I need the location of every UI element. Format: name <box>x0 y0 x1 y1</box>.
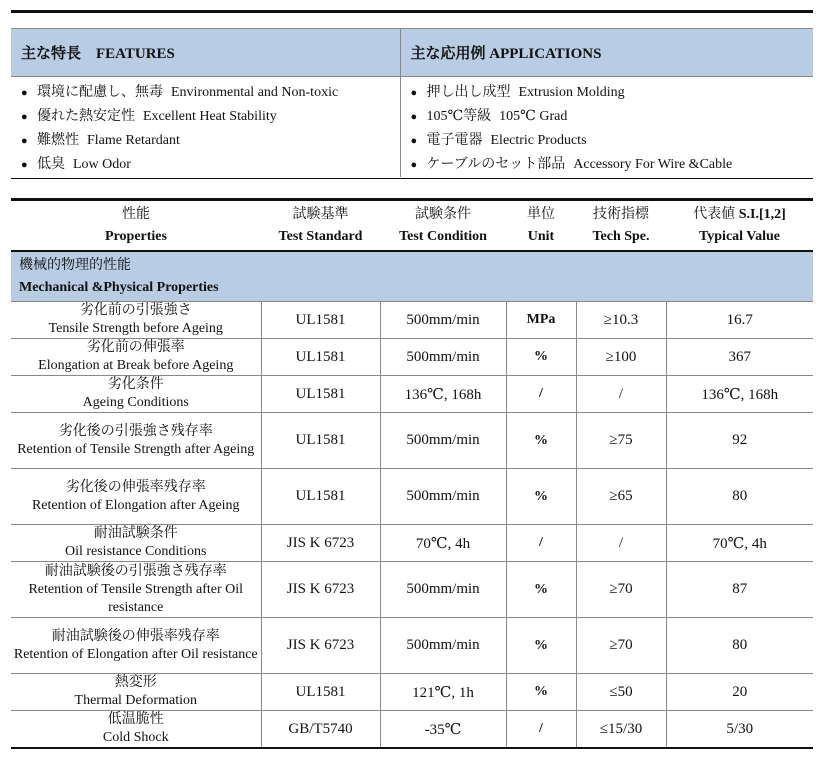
property-en: Retention of Elongation after Ageing <box>31 497 240 513</box>
feature-item <box>21 105 400 129</box>
cell-spec: ≥100 <box>576 339 666 376</box>
property-en: Retention of Tensile Strength after Oil resistance <box>28 581 244 615</box>
cell-standard: UL1581 <box>261 469 380 525</box>
cell-unit: % <box>506 413 576 469</box>
cell-condition: -35℃ <box>380 711 506 749</box>
cell-condition: 136℃, 168h <box>380 376 506 413</box>
property-ja: 劣化前の引張強さ <box>79 303 192 318</box>
cell-standard: JIS K 6723 <box>261 525 380 562</box>
bullet-icon: ● <box>410 159 418 171</box>
cell-condition: 500mm/min <box>380 562 506 618</box>
application-ja: 105℃等級 <box>426 109 492 124</box>
feature-ja: 優れた熱安定性 <box>37 109 135 124</box>
property-en: Retention of Elongation after Oil resistance <box>13 646 258 662</box>
cell-unit: % <box>506 562 576 618</box>
applications-list <box>411 81 814 177</box>
application-en: Accessory For Wire &Cable <box>573 157 733 172</box>
feature-en: Excellent Heat Stability <box>143 109 277 124</box>
cell-condition: 500mm/min <box>380 302 506 339</box>
cell-unit: / <box>506 376 576 413</box>
cell-unit: / <box>506 525 576 562</box>
table-row <box>11 525 813 562</box>
feature-item <box>21 81 400 105</box>
cell-property <box>11 469 261 525</box>
col-header-standard: 試験基準 Test Standard <box>261 200 380 252</box>
table-row <box>11 376 813 413</box>
property-ja: 低温脆性 <box>107 712 164 727</box>
application-en: 105℃ Grad <box>499 109 568 124</box>
property-ja: 劣化後の伸張率残存率 <box>65 479 206 495</box>
cell-standard: UL1581 <box>261 413 380 469</box>
col-header-unit: 単位 Unit <box>506 200 576 252</box>
bullet-icon: ● <box>410 87 418 99</box>
cell-unit: % <box>506 339 576 376</box>
cell-typical-value: 16.7 <box>666 302 813 339</box>
table-header-row <box>11 200 813 252</box>
cell-standard: UL1581 <box>261 302 380 339</box>
property-ja: 劣化前の伸張率 <box>86 340 185 355</box>
cell-typical-value: 70℃, 4h <box>666 525 813 562</box>
bullet-icon: ● <box>21 159 28 171</box>
features-header: 主な特長 FEATURES <box>11 29 400 77</box>
application-item <box>411 129 814 153</box>
table-body <box>11 302 813 749</box>
cell-condition: 121℃, 1h <box>380 674 506 711</box>
cell-typical-value: 367 <box>666 339 813 376</box>
col-header-condition: 試験条件 Test Condition <box>380 200 506 252</box>
property-en: Elongation at Break before Ageing <box>38 358 234 373</box>
cell-unit: % <box>506 674 576 711</box>
cell-spec: ≥70 <box>576 562 666 618</box>
table-row <box>11 711 813 749</box>
cell-property <box>11 302 261 339</box>
section-row <box>11 251 813 302</box>
table-row <box>11 469 813 525</box>
application-ja: 押し出し成型 <box>426 85 511 100</box>
bullet-icon: ● <box>410 135 418 147</box>
cell-spec: ≥10.3 <box>576 302 666 339</box>
cell-spec: ≥75 <box>576 413 666 469</box>
cell-unit: / <box>506 711 576 749</box>
feature-item <box>21 153 400 177</box>
application-item <box>411 153 814 177</box>
feature-ja: 難燃性 <box>37 133 79 148</box>
cell-property <box>11 339 261 376</box>
property-ja: 劣化後の引張強さ残存率 <box>58 423 213 439</box>
table-row <box>11 302 813 339</box>
section-rule <box>11 178 813 179</box>
col-header-typical: 代表値 S.I.[1,2] Typical Value <box>666 200 813 252</box>
bullet-icon: ● <box>410 111 418 123</box>
cell-typical-value: 136℃, 168h <box>666 376 813 413</box>
feature-ja: 低臭 <box>37 157 65 172</box>
col-header-spec: 技術指標 Tech Spe. <box>576 200 666 252</box>
cell-standard: UL1581 <box>261 674 380 711</box>
application-en: Extrusion Molding <box>518 85 625 100</box>
cell-standard: UL1581 <box>261 339 380 376</box>
table-row <box>11 674 813 711</box>
cell-typical-value: 80 <box>666 618 813 674</box>
cell-typical-value: 20 <box>666 674 813 711</box>
property-ja: 耐油試験後の伸張率残存率 <box>51 628 220 644</box>
property-ja: 劣化条件 <box>107 377 164 392</box>
features-list <box>21 81 400 177</box>
bullet-icon: ● <box>21 135 28 147</box>
application-item <box>411 81 814 105</box>
cell-standard: GB/T5740 <box>261 711 380 749</box>
features-applications-table <box>11 28 813 177</box>
cell-spec: / <box>576 376 666 413</box>
cell-property <box>11 376 261 413</box>
application-ja: 電子電器 <box>426 133 483 148</box>
table-row <box>11 413 813 469</box>
cell-spec: ≥65 <box>576 469 666 525</box>
cell-unit: % <box>506 469 576 525</box>
table-row <box>11 339 813 376</box>
feature-en: Flame Retardant <box>87 133 180 148</box>
cell-typical-value: 92 <box>666 413 813 469</box>
cell-property <box>11 711 261 749</box>
property-ja: 耐油試験条件 <box>93 526 178 541</box>
table-row <box>11 562 813 618</box>
feature-en: Low Odor <box>73 157 131 172</box>
feature-item <box>21 129 400 153</box>
section-title: 機械的物理的性能 Mechanical &Physical Properties <box>11 251 813 302</box>
cell-standard: UL1581 <box>261 376 380 413</box>
cell-unit: % <box>506 618 576 674</box>
col-header-properties: 性能 Properties <box>11 200 261 252</box>
cell-property <box>11 618 261 674</box>
property-en: Oil resistance Conditions <box>64 544 207 559</box>
cell-standard: JIS K 6723 <box>261 618 380 674</box>
application-ja: ケーブルのセット部品 <box>426 157 566 172</box>
bullet-icon: ● <box>21 111 28 123</box>
cell-typical-value: 87 <box>666 562 813 618</box>
table-row <box>11 618 813 674</box>
cell-condition: 70℃, 4h <box>380 525 506 562</box>
cell-property <box>11 413 261 469</box>
cell-condition: 500mm/min <box>380 618 506 674</box>
cell-condition: 500mm/min <box>380 413 506 469</box>
cell-spec: / <box>576 525 666 562</box>
property-en: Tensile Strength before Ageing <box>48 321 223 336</box>
applications-list-cell <box>400 77 813 178</box>
properties-table <box>11 198 813 749</box>
cell-condition: 500mm/min <box>380 469 506 525</box>
cell-spec: ≤15/30 <box>576 711 666 749</box>
cell-property <box>11 525 261 562</box>
cell-typical-value: 5/30 <box>666 711 813 749</box>
applications-header: 主な応用例 APPLICATIONS <box>400 29 813 77</box>
cell-typical-value: 80 <box>666 469 813 525</box>
cell-condition: 500mm/min <box>380 339 506 376</box>
cell-property <box>11 562 261 618</box>
features-list-cell <box>11 77 400 178</box>
feature-ja: 環境に配慮し、無毒 <box>37 85 163 100</box>
feature-en: Environmental and Non-toxic <box>171 85 339 100</box>
application-item <box>411 105 814 129</box>
top-rule <box>11 10 813 13</box>
cell-unit: MPa <box>506 302 576 339</box>
cell-spec: ≤50 <box>576 674 666 711</box>
property-en: Cold Shock <box>102 730 169 745</box>
application-en: Electric Products <box>490 133 587 148</box>
property-en: Retention of Tensile Strength after Ageing <box>17 441 255 457</box>
cell-property <box>11 674 261 711</box>
property-ja: 耐油試験後の引張強さ残存率 <box>44 563 227 579</box>
property-ja: 熱変形 <box>114 675 157 690</box>
property-en: Thermal Deformation <box>74 693 197 708</box>
bullet-icon: ● <box>21 87 28 99</box>
cell-standard: JIS K 6723 <box>261 562 380 618</box>
property-en: Ageing Conditions <box>82 395 189 410</box>
cell-spec: ≥70 <box>576 618 666 674</box>
